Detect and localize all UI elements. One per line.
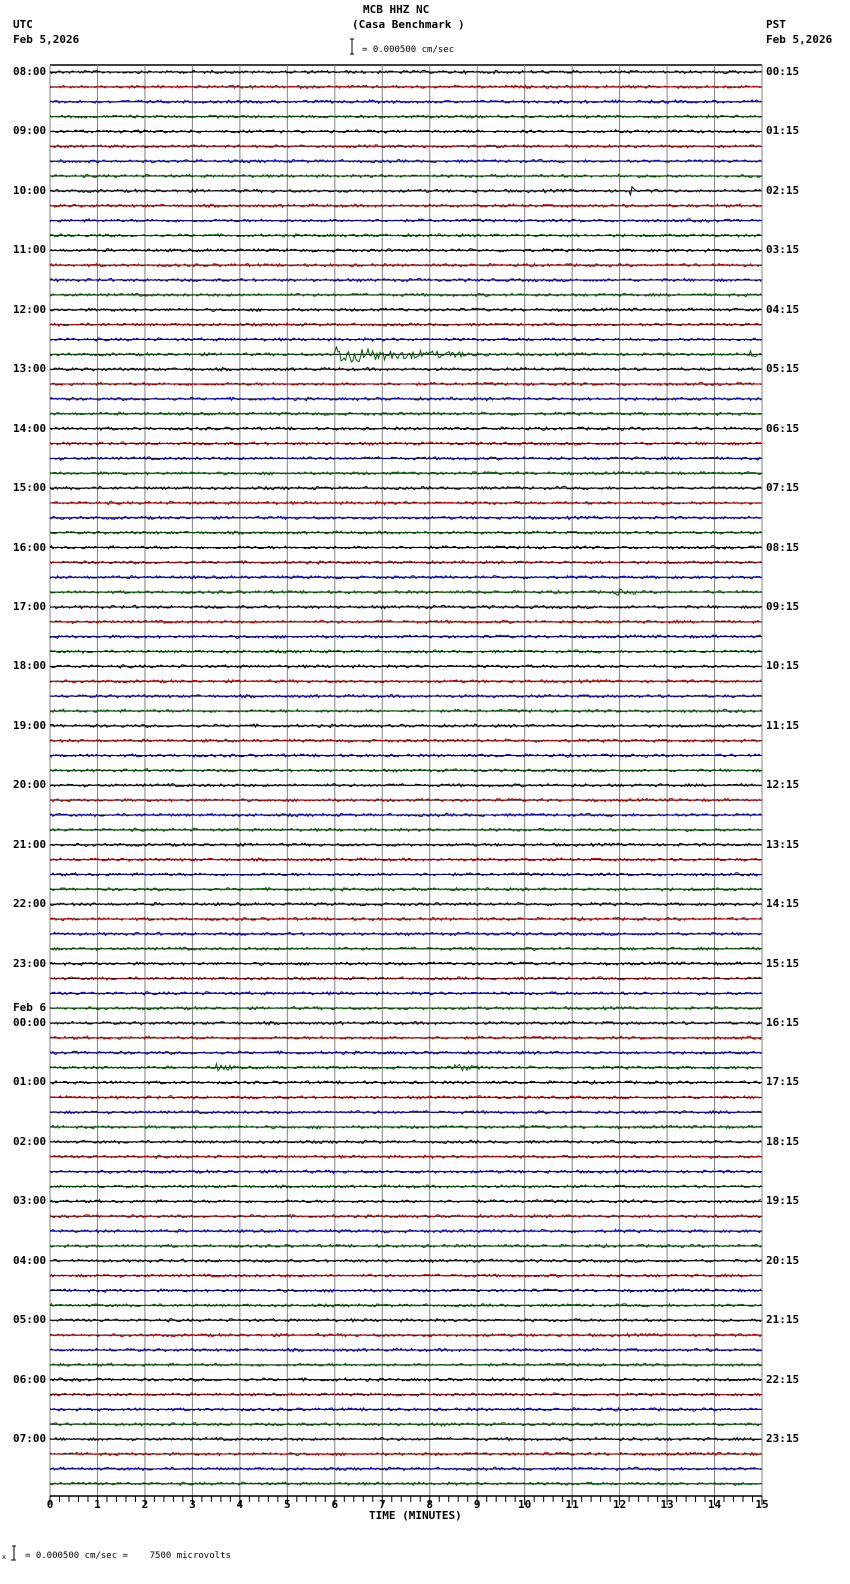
trace-row: [50, 798, 761, 802]
station-title: MCB HHZ NC: [363, 3, 430, 16]
scale-text: = 0.000500 cm/sec: [362, 45, 455, 55]
pst-hour-label: 19:15: [766, 1194, 800, 1208]
pst-hour-label: 00:15: [766, 65, 800, 78]
utc-hour-label: 03:00: [13, 1194, 47, 1208]
pst-hour-label: 21:15: [766, 1313, 800, 1327]
pst-hour-label: 15:15: [766, 956, 800, 970]
x-tick-label: 15: [755, 1498, 769, 1511]
x-tick-label: 1: [94, 1498, 101, 1511]
trace-row: [50, 1289, 761, 1293]
utc-hour-label: 05:00: [13, 1313, 47, 1327]
utc-hour-label: 04:00: [13, 1253, 47, 1267]
trace-row: [50, 1393, 761, 1396]
pst-hour-label: 20:15: [766, 1253, 800, 1267]
pst-hour-label: 14:15: [766, 897, 800, 911]
site-name: (Casa Benchmark ): [352, 18, 465, 31]
x-tick-label: 5: [284, 1498, 291, 1511]
pst-hour-label: 18:15: [766, 1134, 800, 1148]
utc-hour-label: 22:00: [13, 897, 47, 911]
x-tick-label: 2: [141, 1498, 149, 1511]
utc-hour-label: 10:00: [13, 183, 47, 197]
utc-hour-label: 15:00: [13, 481, 47, 495]
x-tick-label: 0: [46, 1498, 54, 1511]
x-tick-label: 12: [612, 1498, 627, 1511]
x-tick-label: 10: [518, 1498, 532, 1511]
trace-row: [50, 278, 761, 281]
trace-row: [50, 1185, 761, 1188]
x-tick-label: 7: [378, 1498, 386, 1511]
x-tick-label: 3: [189, 1498, 196, 1511]
pst-hour-label: 16:15: [766, 1016, 800, 1030]
trace-row: [50, 1452, 761, 1456]
pst-hour-label: 04:15: [766, 302, 800, 316]
x-tick-label: 11: [565, 1498, 579, 1511]
trace-row: [50, 412, 761, 415]
utc-hour-label: 23:00: [13, 956, 47, 970]
pst-hour-label: 07:15: [766, 481, 800, 495]
utc-hour-label: 21:00: [13, 837, 47, 851]
left-date: Feb 5,2026: [13, 33, 80, 46]
date-label: Feb 6: [13, 1001, 47, 1015]
pst-hour-label: 10:15: [766, 659, 800, 673]
pst-hour-label: 23:15: [766, 1432, 800, 1446]
utc-hour-label: 20:00: [13, 778, 47, 792]
x-tick-label: 9: [473, 1498, 481, 1511]
utc-hour-label: 08:00: [13, 65, 47, 78]
right-timezone: PST: [766, 18, 786, 31]
utc-hour-label: 16:00: [13, 540, 47, 554]
utc-hour-label: 17:00: [13, 599, 47, 613]
pst-hour-label: 02:15: [766, 183, 800, 197]
pst-hour-label: 09:15: [766, 599, 800, 613]
x-tick-label: 4: [236, 1498, 244, 1511]
pst-hour-label: 06:15: [766, 421, 800, 435]
trace-row: [50, 1304, 761, 1307]
pst-hour-label: 11:15: [766, 718, 800, 732]
footer-prefix: x: [2, 1553, 7, 1561]
pst-hour-label: 08:15: [766, 540, 800, 554]
right-date: Feb 5,2026: [766, 33, 833, 46]
x-tick-label: 14: [707, 1498, 722, 1511]
footer-scale-bar-icon: [10, 1545, 18, 1561]
utc-hour-label: 02:00: [13, 1134, 47, 1148]
x-axis-label: TIME (MINUTES): [369, 1509, 462, 1522]
trace-row: [50, 769, 761, 772]
x-tick-label: 13: [660, 1498, 674, 1511]
utc-hour-label: 07:00: [13, 1432, 47, 1446]
utc-hour-label: 13:00: [13, 362, 47, 376]
pst-hour-label: 17:15: [766, 1075, 800, 1089]
utc-hour-label: 14:00: [13, 421, 47, 435]
utc-hour-label: 18:00: [13, 659, 47, 673]
trace-row: [50, 85, 761, 88]
utc-hour-label: 06:00: [13, 1372, 47, 1386]
footer-scale-text: = 0.000500 cm/sec = 7500 microvolts: [25, 1551, 231, 1561]
utc-hour-label: 19:00: [13, 718, 47, 732]
pst-hour-label: 05:15: [766, 362, 800, 376]
pst-hour-label: 22:15: [766, 1372, 800, 1386]
utc-hour-label: 09:00: [13, 124, 47, 138]
left-timezone: UTC: [13, 18, 33, 31]
trace-row: [50, 1111, 761, 1114]
trace-row: [50, 1096, 761, 1099]
pst-hour-label: 01:15: [766, 124, 800, 138]
x-tick-label: 6: [331, 1498, 339, 1511]
pst-hour-label: 03:15: [766, 243, 800, 257]
pst-hour-label: 12:15: [766, 778, 800, 792]
utc-hour-label: 11:00: [13, 243, 47, 257]
utc-hour-label: 00:00: [13, 1016, 47, 1030]
pst-hour-label: 13:15: [766, 837, 800, 851]
x-tick-label: 8: [426, 1498, 434, 1511]
utc-hour-label: 01:00: [13, 1075, 47, 1089]
utc-hour-label: 12:00: [13, 302, 47, 316]
